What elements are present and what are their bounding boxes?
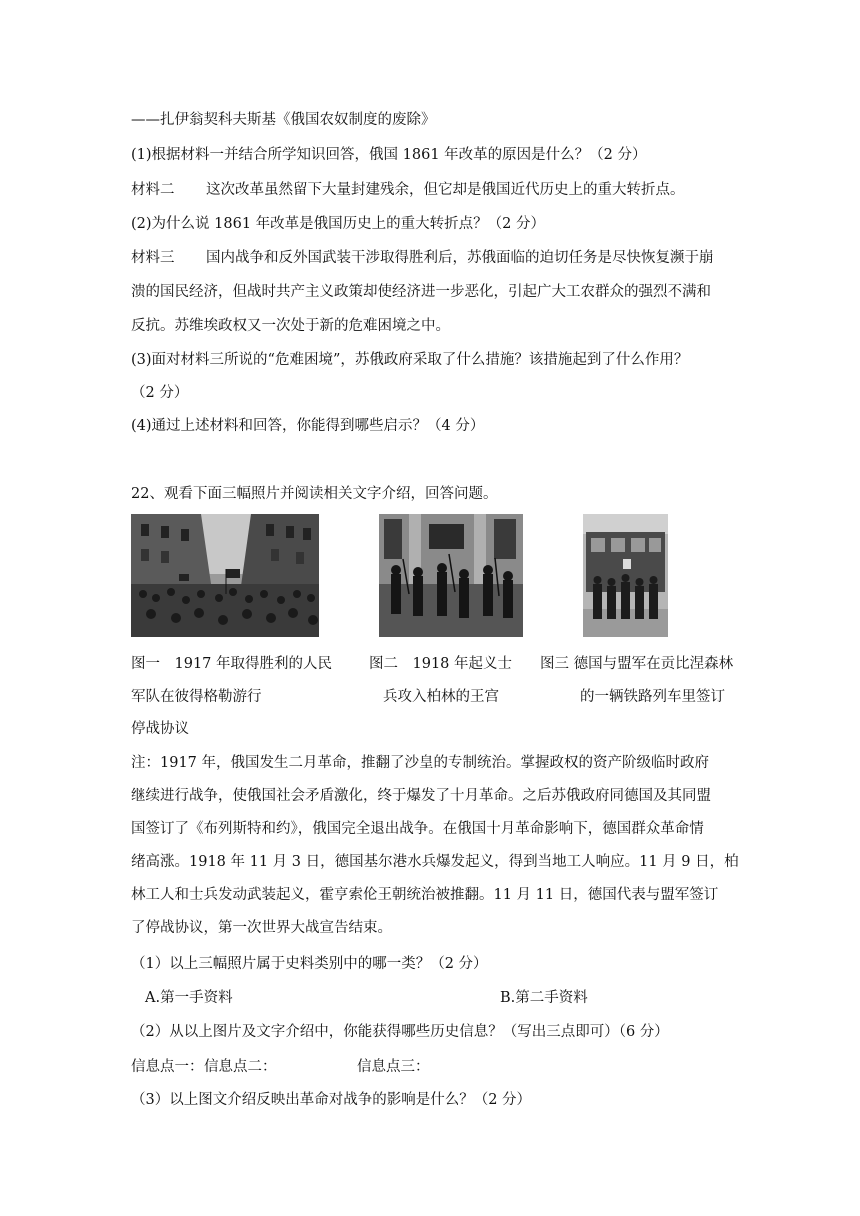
note-line6: 了停战协议，第一次世界大战宣告结束。 (131, 920, 392, 936)
material3-label: 材料三 (131, 250, 175, 266)
material3-line1: 国内战争和反外国武装干涉取得胜利后，苏俄面临的迫切任务是尽快恢复濒于崩 (206, 250, 714, 266)
info-point-3: 信息点三： (357, 1059, 430, 1075)
note-line4: 绪高涨。1918 年 11 月 3 日，德国基尔港水兵爆发起义，得到当地工人响应。11 月 9 日，柏 (131, 854, 739, 870)
caption-fig2-line1: 图二 1918 年起义士 (369, 656, 513, 672)
note-line1: 注：1917 年，俄国发生二月革命，推翻了沙皇的专制统治。掌握政权的资产阶级临时政府 (131, 755, 710, 771)
material3-line3: 反抗。苏维埃政权又一次处于新的危难困境之中。 (131, 318, 450, 334)
question-3-line1: (3)面对材料三所说的“危难困境”，苏俄政府采取了什么措施？该措施起到了什么作用？ (131, 352, 689, 368)
option-b: B.第二手资料 (500, 990, 588, 1006)
photo-compiegne-armistice (583, 514, 668, 637)
sub-question-1: （1）以上三幅照片属于史料类别中的哪一类？（2 分） (131, 956, 488, 972)
material2-label: 材料二 (131, 182, 175, 198)
question-3-line2: （2 分） (131, 385, 189, 401)
material3-line2: 溃的国民经济，但战时共产主义政策却使经济进一步恶化，引起广大工农群众的强烈不满和 (131, 284, 711, 300)
note-line2: 继续进行战争，使俄国社会矛盾激化，终于爆发了十月革命。之后苏俄政府同德国及其同盟 (131, 788, 711, 804)
sub-question-3: （3）以上图文介绍反映出革命对战争的影响是什么？（2 分） (131, 1092, 532, 1108)
material2-text: 这次改革虽然留下大量封建残余，但它却是俄国近代历史上的重大转折点。 (206, 182, 685, 198)
info-point-2: 信息点二： (204, 1059, 277, 1075)
option-a: A.第一手资料 (145, 990, 233, 1006)
question-1: (1)根据材料一并结合所学知识回答，俄国 1861 年改革的原因是什么？（2 分） (131, 147, 647, 163)
question-2: (2)为什么说 1861 年改革是俄国历史上的重大转折点？（2 分） (131, 216, 545, 232)
question-22-title: 22、观看下面三幅照片并阅读相关文字介绍，回答问题。 (131, 486, 498, 502)
photo-petrograd-parade (131, 514, 319, 637)
caption-fig3-line2: 的一辆铁路列车里签订 (580, 689, 725, 705)
sub-question-2: （2）从以上图片及文字介绍中，你能获得哪些历史信息？（写出三点即可）（6 分） (131, 1024, 669, 1040)
question-4: (4)通过上述材料和回答，你能得到哪些启示？（4 分） (131, 418, 485, 434)
info-point-1: 信息点一： (131, 1059, 204, 1075)
caption-fig2-line2: 兵攻入柏林的王宫 (383, 689, 499, 705)
photo-berlin-palace (379, 514, 523, 637)
material1-source: ——扎伊翁契科夫斯基《俄国农奴制度的废除》 (131, 112, 436, 128)
caption-fig3-line3: 停战协议 (131, 721, 189, 737)
note-line3: 国签订了《布列斯特和约》，俄国完全退出战争。在俄国十月革命影响下，德国群众革命情 (131, 821, 704, 837)
caption-fig1-line1: 图一 1917 年取得胜利的人民 (131, 656, 333, 672)
caption-fig3-line1: 图三 德国与盟军在贡比涅森林 (540, 656, 734, 672)
caption-fig1-line2: 军队在彼得格勒游行 (131, 689, 262, 705)
note-line5: 林工人和士兵发动武装起义，霍亨索伦王朝统治被推翻。11 月 11 日，德国代表与盟军签订 (131, 887, 719, 903)
